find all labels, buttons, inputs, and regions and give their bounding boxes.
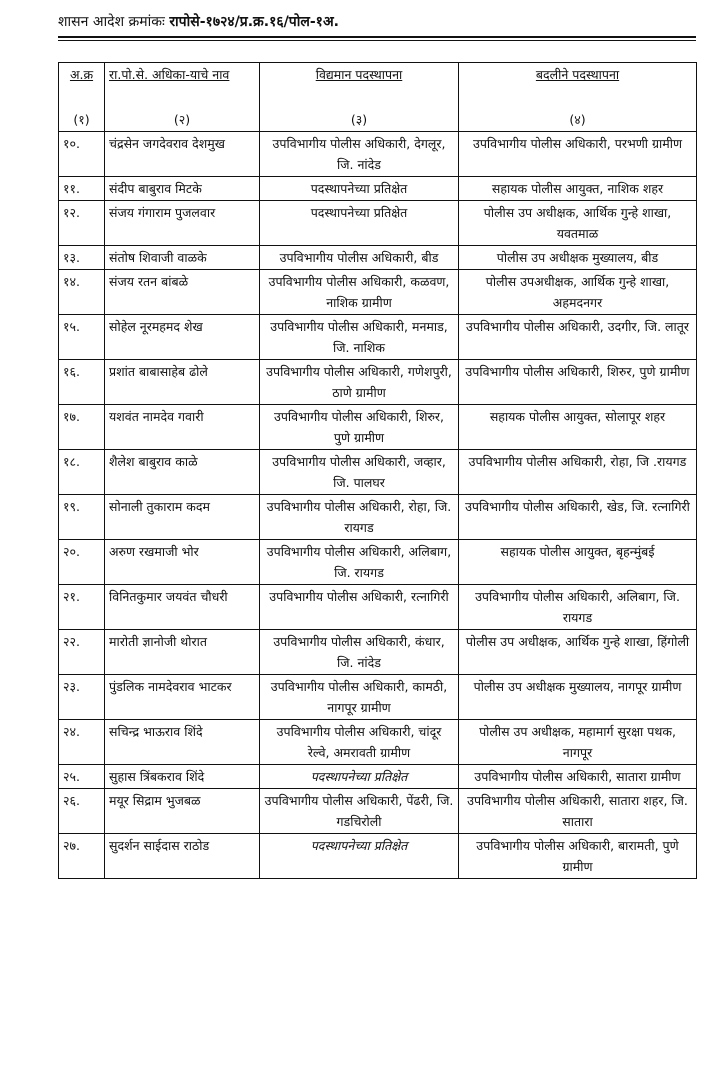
column-number: (३) bbox=[260, 109, 459, 132]
serial-number-cell: १२. bbox=[59, 201, 105, 246]
table-header-row bbox=[59, 63, 697, 110]
column-number: (१) bbox=[59, 109, 105, 132]
officer-name-cell: अरुण रखमाजी भोर bbox=[105, 540, 260, 585]
current-posting-cell: उपविभागीय पोलीस अधिकारी, रोहा, जि. रायगड bbox=[260, 495, 459, 540]
column-header-current-posting: विद्यमान पदस्थापना bbox=[260, 63, 459, 110]
officer-name-cell: पुंडलिक नामदेवराव भाटकर bbox=[105, 675, 260, 720]
current-posting-cell: उपविभागीय पोलीस अधिकारी, शिरुर, पुणे ग्रामीण bbox=[260, 405, 459, 450]
table-row bbox=[59, 201, 697, 246]
column-header-new-posting: बदलीने पदस्थापना bbox=[459, 63, 697, 110]
table-row bbox=[59, 177, 697, 201]
officer-name-cell: शैलेश बाबुराव काळे bbox=[105, 450, 260, 495]
current-posting-cell: पदस्थापनेच्या प्रतिक्षेत bbox=[260, 765, 459, 789]
table-row bbox=[59, 585, 697, 630]
table-row bbox=[59, 630, 697, 675]
serial-number-cell: १५. bbox=[59, 315, 105, 360]
new-posting-cell: उपविभागीय पोलीस अधिकारी, उदगीर, जि. लातूर bbox=[459, 315, 697, 360]
current-posting-cell: उपविभागीय पोलीस अधिकारी, गणेशपुरी, ठाणे ग्रामीण bbox=[260, 360, 459, 405]
serial-number-cell: २१. bbox=[59, 585, 105, 630]
new-posting-cell: उपविभागीय पोलीस अधिकारी, शिरुर, पुणे ग्रामीण bbox=[459, 360, 697, 405]
table-row bbox=[59, 675, 697, 720]
officer-name-cell: सुहास त्रिंबकराव शिंदे bbox=[105, 765, 260, 789]
serial-number-cell: १९. bbox=[59, 495, 105, 540]
new-posting-cell: सहायक पोलीस आयुक्त, नाशिक शहर bbox=[459, 177, 697, 201]
new-posting-cell: उपविभागीय पोलीस अधिकारी, खेड, जि. रत्नागिरी bbox=[459, 495, 697, 540]
new-posting-cell: पोलीस उप अधीक्षक, महामार्ग सुरक्षा पथक, नागपूर bbox=[459, 720, 697, 765]
new-posting-cell: उपविभागीय पोलीस अधिकारी, अलिबाग, जि. रायगड bbox=[459, 585, 697, 630]
new-posting-cell: सहायक पोलीस आयुक्त, बृहन्मुंबई bbox=[459, 540, 697, 585]
new-posting-cell: उपविभागीय पोलीस अधिकारी, सातारा ग्रामीण bbox=[459, 765, 697, 789]
serial-number-cell: २४. bbox=[59, 720, 105, 765]
new-posting-cell: पोलीस उपअधीक्षक, आर्थिक गुन्हे शाखा, अहमदनगर bbox=[459, 270, 697, 315]
current-posting-cell: पदस्थापनेच्या प्रतिक्षेत bbox=[260, 177, 459, 201]
new-posting-cell: उपविभागीय पोलीस अधिकारी, सातारा शहर, जि. सातारा bbox=[459, 789, 697, 834]
serial-number-cell: १०. bbox=[59, 132, 105, 177]
column-header-serial: अ.क्र bbox=[59, 63, 105, 110]
table-row bbox=[59, 315, 697, 360]
header-rule-thin bbox=[58, 40, 696, 41]
serial-number-cell: २०. bbox=[59, 540, 105, 585]
serial-number-cell: २५. bbox=[59, 765, 105, 789]
officer-name-cell: विनितकुमार जयवंत चौधरी bbox=[105, 585, 260, 630]
current-posting-cell: पदस्थापनेच्या प्रतिक्षेत bbox=[260, 834, 459, 879]
current-posting-cell: उपविभागीय पोलीस अधिकारी, कळवण, नाशिक ग्रामीण bbox=[260, 270, 459, 315]
table-row bbox=[59, 834, 697, 879]
column-number-row bbox=[59, 109, 697, 132]
new-posting-cell: उपविभागीय पोलीस अधिकारी, परभणी ग्रामीण bbox=[459, 132, 697, 177]
column-number: (२) bbox=[105, 109, 260, 132]
table-row bbox=[59, 405, 697, 450]
table-row bbox=[59, 450, 697, 495]
officer-name-cell: यशवंत नामदेव गवारी bbox=[105, 405, 260, 450]
serial-number-cell: १४. bbox=[59, 270, 105, 315]
table-row bbox=[59, 270, 697, 315]
new-posting-cell: सहायक पोलीस आयुक्त, सोलापूर शहर bbox=[459, 405, 697, 450]
table-row bbox=[59, 765, 697, 789]
current-posting-cell: उपविभागीय पोलीस अधिकारी, कंधार, जि. नांदेड bbox=[260, 630, 459, 675]
table-body bbox=[59, 132, 697, 879]
table-row bbox=[59, 495, 697, 540]
officer-name-cell: सचिन्द्र भाऊराव शिंदे bbox=[105, 720, 260, 765]
serial-number-cell: १७. bbox=[59, 405, 105, 450]
officer-name-cell: सोनाली तुकाराम कदम bbox=[105, 495, 260, 540]
serial-number-cell: १६. bbox=[59, 360, 105, 405]
new-posting-cell: पोलीस उप अधीक्षक, आर्थिक गुन्हे शाखा, यवतमाळ bbox=[459, 201, 697, 246]
officer-name-cell: सोहेल नूरमहमद शेख bbox=[105, 315, 260, 360]
table-row bbox=[59, 540, 697, 585]
officer-name-cell: सुदर्शन साईदास राठोड bbox=[105, 834, 260, 879]
current-posting-cell: उपविभागीय पोलीस अधिकारी, देगलूर, जि. नांदेड bbox=[260, 132, 459, 177]
current-posting-cell: उपविभागीय पोलीस अधिकारी, जव्हार, जि. पालघर bbox=[260, 450, 459, 495]
officer-name-cell: संतोष शिवाजी वाळके bbox=[105, 246, 260, 270]
serial-number-cell: २६. bbox=[59, 789, 105, 834]
header-rule-thick bbox=[58, 36, 696, 38]
current-posting-cell: उपविभागीय पोलीस अधिकारी, अलिबाग, जि. रायगड bbox=[260, 540, 459, 585]
current-posting-cell: उपविभागीय पोलीस अधिकारी, बीड bbox=[260, 246, 459, 270]
serial-number-cell: २२. bbox=[59, 630, 105, 675]
column-number: (४) bbox=[459, 109, 697, 132]
serial-number-cell: १३. bbox=[59, 246, 105, 270]
current-posting-cell: उपविभागीय पोलीस अधिकारी, पेंढरी, जि. गडचिरोली bbox=[260, 789, 459, 834]
new-posting-cell: उपविभागीय पोलीस अधिकारी, रोहा, जि .रायगड bbox=[459, 450, 697, 495]
current-posting-cell: उपविभागीय पोलीस अधिकारी, मनमाड, जि. नाशिक bbox=[260, 315, 459, 360]
new-posting-cell: उपविभागीय पोलीस अधिकारी, बारामती, पुणे ग्रामीण bbox=[459, 834, 697, 879]
order-number-header bbox=[58, 12, 339, 31]
order-number-prefix: शासन आदेश क्रमांकः bbox=[58, 14, 165, 30]
serial-number-cell: २७. bbox=[59, 834, 105, 879]
serial-number-cell: ११. bbox=[59, 177, 105, 201]
table-row bbox=[59, 720, 697, 765]
current-posting-cell: पदस्थापनेच्या प्रतिक्षेत bbox=[260, 201, 459, 246]
order-number: रापोसे-१७२४/प्र.क्र.१६/पोल-१अ. bbox=[169, 14, 339, 30]
new-posting-cell: पोलीस उप अधीक्षक मुख्यालय, नागपूर ग्रामीण bbox=[459, 675, 697, 720]
serial-number-cell: २३. bbox=[59, 675, 105, 720]
table-row bbox=[59, 132, 697, 177]
table-row bbox=[59, 360, 697, 405]
table-row bbox=[59, 246, 697, 270]
officer-name-cell: चंद्रसेन जगदेवराव देशमुख bbox=[105, 132, 260, 177]
serial-number-cell: १८. bbox=[59, 450, 105, 495]
officer-name-cell: मारोती ज्ञानोजी थोरात bbox=[105, 630, 260, 675]
table-row bbox=[59, 789, 697, 834]
officer-name-cell: संजय रतन बांबळे bbox=[105, 270, 260, 315]
current-posting-cell: उपविभागीय पोलीस अधिकारी, कामठी, नागपूर ग्रामीण bbox=[260, 675, 459, 720]
new-posting-cell: पोलीस उप अधीक्षक मुख्यालय, बीड bbox=[459, 246, 697, 270]
current-posting-cell: उपविभागीय पोलीस अधिकारी, रत्नागिरी bbox=[260, 585, 459, 630]
new-posting-cell: पोलीस उप अधीक्षक, आर्थिक गुन्हे शाखा, हिंगोली bbox=[459, 630, 697, 675]
officer-name-cell: संदीप बाबुराव मिटके bbox=[105, 177, 260, 201]
officer-name-cell: मयूर सिद्राम भुजबळ bbox=[105, 789, 260, 834]
current-posting-cell: उपविभागीय पोलीस अधिकारी, चांदूर रेल्वे, अमरावती ग्रामीण bbox=[260, 720, 459, 765]
column-header-officer-name: रा.पो.से. अधिका-याचे नाव bbox=[105, 63, 260, 110]
transfer-table bbox=[58, 62, 697, 879]
officer-name-cell: प्रशांत बाबासाहेब ढोले bbox=[105, 360, 260, 405]
officer-name-cell: संजय गंगाराम पुजलवार bbox=[105, 201, 260, 246]
